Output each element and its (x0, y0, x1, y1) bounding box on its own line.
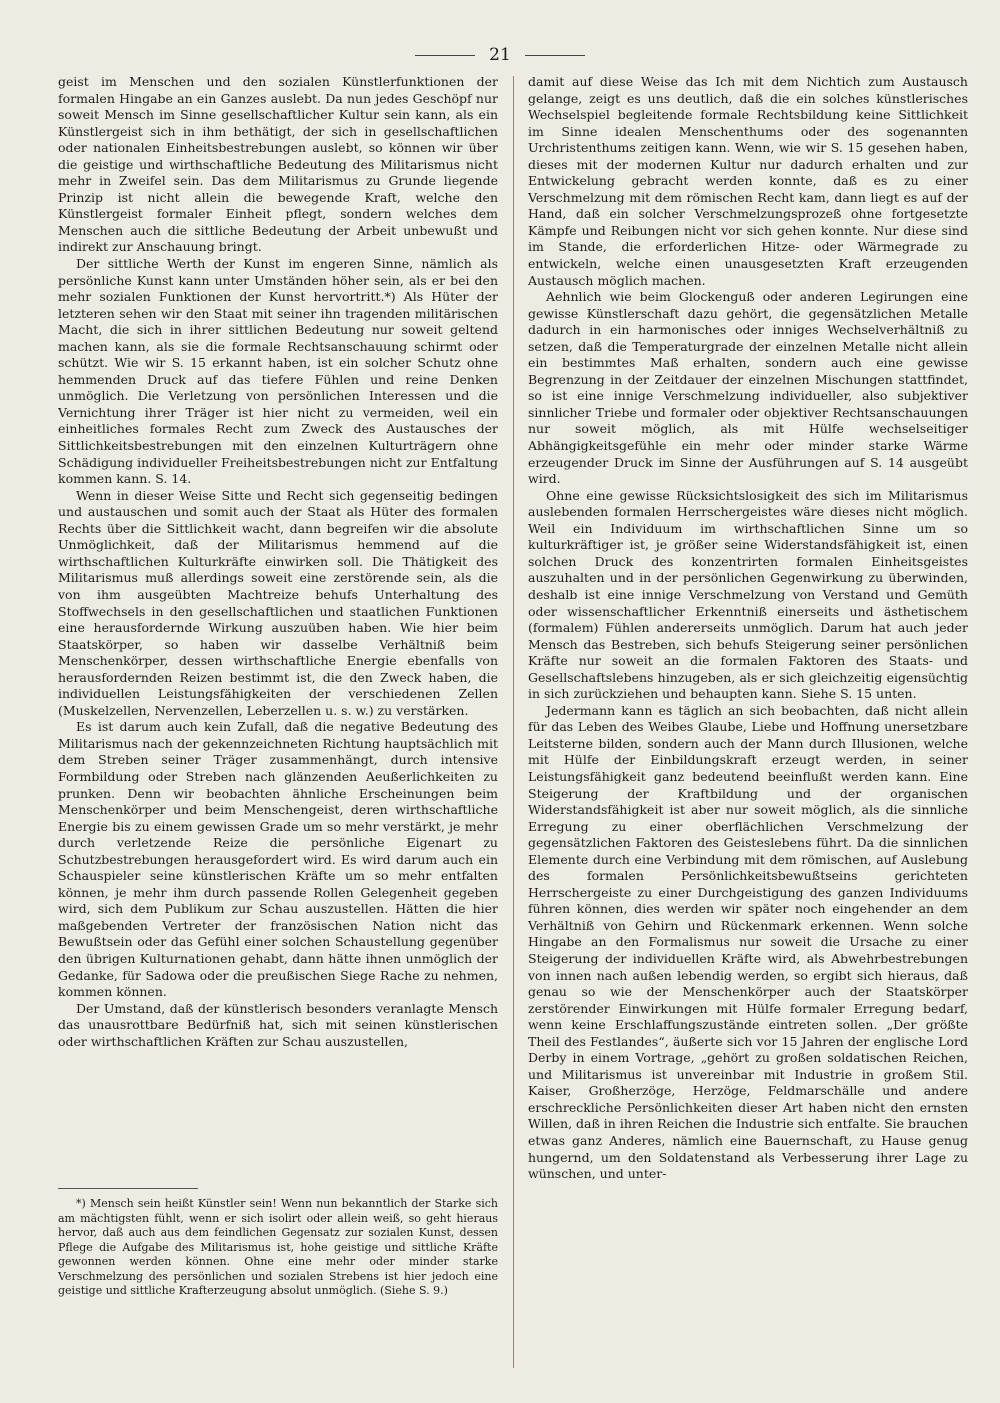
left-column (58, 74, 498, 1204)
page-header (0, 40, 1000, 70)
header-rule-right (525, 55, 585, 56)
paragraph: Aehnlich wie beim Glockenguß oder anderen Legirungen eine gewisse Künstlerschaft dazu gehört, die gegensätzlichen Metalle dadurch in ein harmonisches oder inniges Wechselverhältniß zu setzen, daß die Temperaturgrade der einzelnen Metalle nicht allein ein bestimmtes Maß erhalten, sondern auch eine gewisse Begrenzung in der Zeitdauer der einzelnen Mischungen stattfindet, so ist eine innige Verschmelzung individueller, also subjektiver sinnlicher Triebe und formaler oder objektiver Rechtsanschauungen nur soweit möglich, als mit Hülfe wechselseitiger Abhängigkeitsgefühle ein mehr oder minder starke Wärme erzeugender Druck im Sinne der Ausführungen auf S. 14 ausgeübt wird. (528, 289, 968, 487)
paragraph: Ohne eine gewisse Rücksichtslosigkeit des sich im Militarismus auslebenden formalen Herrschergeistes wäre dieses nicht möglich. Weil ein Individuum im wirthschaftlichen Sinne um so kulturkräftiger ist, je größer seine Widerstandsfähigkeit ist, einen solchen Druck des konzentrirten formalen Einheitsgeistes auszuhalten und in der persönlichen Gegenwirkung zu überwinden, deshalb ist eine innige Verschmelzung von Verstand und Gemüth oder wissenschaftlicher Erkenntniß einerseits und ästhetischem (formalem) Fühlen andererseits unmöglich. Darum hat auch jeder Mensch das Bestreben, sich behufs Steigerung seiner persönlichen Kräfte nur soweit an die formalen Faktoren des Staats- und Gesellschaftslebens hinzugeben, als er sich gleichzeitig eigensüchtig in sich zurückziehen und behaupten kann. Siehe S. 15 unten. (528, 487, 968, 702)
paragraph: damit auf diese Weise das Ich mit dem Nichtich zum Austausch gelange, zeigt es uns deutlich, daß die ein solches künstlerisches Wechselspiel begleitende formale Rechtsbildung keine Sittlichkeit im Sinne idealen Menschenthums oder des sogenannten Urchristenthums zeitigen kann. Wenn, wie wir S. 15 gesehen haben, dieses mit der modernen Kultur nur dadurch erhalten und zur Entwickelung gebracht werden konnte, daß es zu einer Verschmelzung mit dem römischen Recht kam, dann liegt es auf der Hand, daß ein solcher Verschmelzungsprozeß ohne fortgesetzte Kämpfe und Reibungen nicht vor sich gehen konnte. Nur diese sind im Stande, die erforderlichen Hitze- oder Wärmegrade zu entwickeln, welche einen unausgesetzten Kraft erzeugenden Austausch möglich machen. (528, 74, 968, 288)
footnote (58, 1197, 498, 1347)
header-rule-left (415, 55, 475, 56)
footnote-text: *) Mensch sein heißt Künstler sein! Wenn nun bekanntlich der Starke sich am mächtigsten fühlt, wenn er sich isolirt oder allein weiß, so geht hieraus hervor, daß auch aus dem feindlichen Gegensatz zur sozialen Kunst, dessen Pflege die Aufgabe des Militarismus ist, hohe geistige und sittliche Kräfte gewonnen werden können. Ohne eine mehr oder minder starke Verschmelzung des persönlichen und sozialen Strebens ist hier jedoch eine geistige und sittliche Krafterzeugung absolut unmöglich. (Siehe S. 9.) (58, 1197, 498, 1297)
page-number: 21 (489, 45, 511, 65)
right-column (528, 74, 968, 1374)
paragraph: Jedermann kann es täglich an sich beobachten, daß nicht allein für das Leben des Weibes Glaube, Liebe und Hoffnung unersetzbare Leitsterne bilden, sondern auch der Mann durch Illusionen, welche mit Hülfe der Einbildungskraft erzeugt werden, in seiner Leistungsfähigkeit ganz bedeutend beeinflußt werden kann. Eine Steigerung der Kraftbildung und der organischen Widerstandsfähigkeit ist aber nur soweit möglich, als die sinnliche Erregung zu einer oberflächlichen Verschmelzung der gegensätzlichen Faktoren des Geisteslebens führt. Da die sinnlichen Elemente durch eine Verbindung mit dem römischen, auf Auslebung des formalen Persönlichkeitsbewußtseins gerichteten Herrschergeiste zu einer Durchgeistigung des ganzen Individuums führen können, dies werden wir später noch eingehender an dem Verhältniß von Gehirn und Rückenmark erkennen. Wenn solche Hingabe an den Formalismus nur soweit die Ursache zu einer Steigerung der individuellen Kräfte wird, als Abwehrbestrebungen von innen nach außen lebendig werden, so ergibt sich hieraus, daß genau so wie der Menschenkörper auch der Staatskörper zerstörender Einwirkungen mit Hülfe formaler Erregung bedarf, wenn keine Erschlaffungszustände eintreten sollen. „Der größte Theil des Festlandes“, äußerte sich vor 15 Jahren der englische Lord Derby in einem Vortrage, „gehört zu großen soldatischen Reichen, und Militarismus ist unvereinbar mit Industrie in großem Stil. Kaiser, Großherzöge, Herzöge, Feldmarschälle und andere erschreckliche Persönlichkeiten dieser Art haben nicht den ernsten Willen, daß in ihren Reichen die Industrie sich entfalte. Sie brauchen etwas ganz Anderes, nämlich eine Bauernschaft, zu Hause genug hungernd, um den Soldatenstand als Verbesserung ihrer Lage zu wünschen, und unter- (528, 702, 968, 1182)
paragraph: Der Umstand, daß der künstlerisch besonders veranlagte Mensch das unausrottbare Bedürfniß hat, sich mit seinen künstlerischen oder wirthschaftlichen Kräften zur Schau auszustellen, (58, 1000, 498, 1049)
paragraph: geist im Menschen und den sozialen Künstlerfunktionen der formalen Hingabe an ein Ganzes auslebt. Da nun jedes Geschöpf nur soweit Mensch im Sinne gesellschaftlicher Kultur sein kann, als ein Künstlergeist sich in ihm bethätigt, der sich in gesellschaftlichen oder nationalen Einheitsbestrebungen auslebt, so können wir über die geistige und wirthschaftliche Bedeutung des Militarismus nicht mehr in Zweifel sein. Das dem Militarismus zu Grunde liegende Prinzip ist nicht allein die bewegende Kraft, welche den Künstlergeist formaler Einheit pflegt, sondern welches dem Menschen auch die sittliche Bedeutung der Arbeit unbewußt und indirekt zur Anschauung bringt. (58, 74, 498, 255)
footnote-rule (58, 1188, 198, 1189)
paragraph: Es ist darum auch kein Zufall, daß die negative Bedeutung des Militarismus nach der gekennzeichneten Richtung hauptsächlich mit dem Streben seiner Träger zusammenhängt, durch intensive Formbildung oder Streben nach glänzenden Aeußerlichkeiten zu prunken. Denn wir beobachten ähnliche Erscheinungen beim Menschenkörper und beim Menschengeist, deren wirthschaftliche Energie bis zu einem gewissen Grade um so mehr verstärkt, je mehr durch verletzende Reize die persönliche Eigenart zu Schutzbestrebungen herausgefordert wird. Es wird darum auch ein Schauspieler seine künstlerischen Kräfte um so mehr entfalten können, je mehr ihm durch passende Rollen Gelegenheit gegeben wird, sich dem Publikum zur Schau auszustellen. Hätten die hier maßgebenden Vertreter der französischen Nation nicht das Bewußtsein oder das Gefühl einer solchen Schaustellung gegenüber den übrigen Kulturnationen gehabt, dann hätte ihnen unmöglich der Gedanke, für Sadowa oder die preußischen Siege Rache zu nehmen, kommen können. (58, 719, 498, 1000)
column-divider (513, 76, 514, 1368)
paragraph: Der sittliche Werth der Kunst im engeren Sinne, nämlich als persönliche Kunst kann unter Umständen höher sein, als er bei den mehr sozialen Funktionen der Kunst hervortritt.*) Als Hüter der letzteren sehen wir den Staat mit seiner ihn tragenden militärischen Macht, die sich in ihrer sittlichen Bedeutung nur soweit geltend machen kann, als sie die formale Rechtsanschauung schirmt oder schützt. Wie wir S. 15 erkannt haben, ist ein solcher Schutz ohne hemmenden Druck auf das tiefere Fühlen und reine Denken unmöglich. Die Verletzung von persönlichen Interessen und die Vernichtung ihrer Träger ist hier nicht zu vermeiden, weil ein einheitliches formales Recht zum Zweck des Austausches der Sittlichkeitsbestrebungen mit den einzelnen Kulturträgern ohne Schädigung individueller Freiheitsbestrebungen nicht zur Entfaltung kommen kann. S. 14. (58, 256, 498, 487)
paragraph: Wenn in dieser Weise Sitte und Recht sich gegenseitig bedingen und austauschen und somit auch der Staat als Hüter des formalen Rechts über die Sittlichkeit wacht, dann begreifen wir die absolute Unmöglichkeit, daß der Militarismus hemmend auf die wirthschaftlichen Kulturkräfte einwirken soll. Die Thätigkeit des Militarismus muß allerdings soweit eine zerstörende sein, als die von ihm ausgeübten Machtreize behufs Unterhaltung des Stoffwechsels in den gesellschaftlichen und staatlichen Funktionen eine herausfordernde Wirkung auszuüben haben. Wie hier beim Staatskörper, so haben wir dasselbe Verhältniß beim Menschenkörper, dessen wirthschaftliche Energie ebenfalls von herausfordernden Reizen bestimmt ist, die den Zweck haben, die individuellen Leistungsfähigkeiten der verschiedenen Zellen (Muskelzellen, Nervenzellen, Leberzellen u. s. w.) zu verstärken. (58, 487, 498, 718)
